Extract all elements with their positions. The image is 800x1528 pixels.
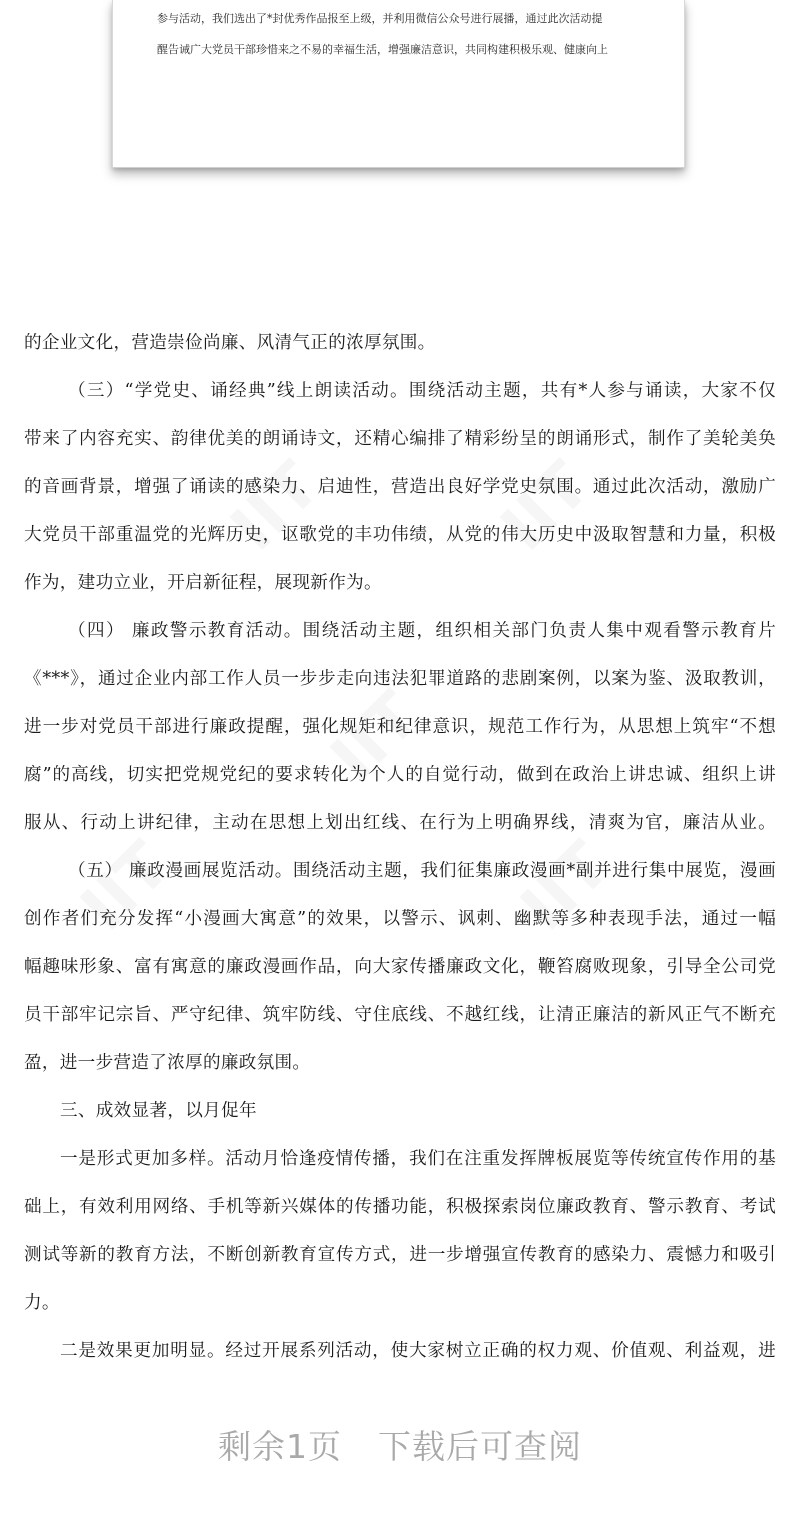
text-line: 腐”的高线，切实把党规党纪的要求转化为个人的自觉行动，做到在政治上讲忠诚、组织上讲 [24, 765, 776, 785]
text-line: 的企业文化，营造崇俭尚廉、风清气正的浓厚氛围。 [24, 333, 436, 353]
text-line: 的音画背景，增强了诵读的感染力、启迪性，营造出良好学党史氛围。通过此次活动，激励广 [24, 477, 776, 497]
text-line: 力。 [24, 1293, 60, 1313]
text-line: （四） 廉政警示教育活动。围绕活动主题，组织相关部门负责人集中观看警示教育片 [68, 621, 776, 641]
text-line: 盈，进一步营造了浓厚的廉政氛围。 [24, 1053, 311, 1073]
text-line: 础上，有效利用网络、手机等新兴媒体的传播功能，积极探索岗位廉政教育、警示教育、考试 [24, 1197, 776, 1217]
text-line: 带来了内容充实、韵律优美的朗诵诗文，还精心编排了精彩纷呈的朗诵形式，制作了美轮美奂 [24, 429, 776, 449]
text-line: （五） 廉政漫画展览活动。围绕活动主题，我们征集廉政漫画*副并进行集中展览，漫画 [68, 861, 776, 881]
text-line: 作为，建功立业，开启新征程，展现新作为。 [24, 573, 382, 593]
text-line: 进一步对党员干部进行廉政提醒，强化规矩和纪律意识，规范工作行为，从思想上筑牢“不想 [24, 717, 776, 737]
text-line: 测试等新的教育方法，不断创新教育宣传方式，进一步增强宣传教育的感染力、震憾力和吸引 [24, 1245, 776, 1265]
text-line: 一是形式更加多样。活动月恰逢疫情传播，我们在注重发挥牌板展览等传统宣传作用的基 [60, 1149, 776, 1169]
download-to-view-text: 下载后可查阅 [378, 1427, 582, 1466]
card-text-line-1: 参与活动，我们选出了*封优秀作品报至上级，并利用微信公众号进行展播，通过此次活动提 [157, 12, 603, 25]
watermark-logo [487, 449, 604, 566]
card-text-line-2: 醒告诫广大党员干部珍惜来之不易的幸福生活，增强廉洁意识，共同构建积极乐观、健康向上 [157, 43, 608, 56]
text-line: 员干部牢记宗旨、严守纪律、筑牢防线、守住底线、不越红线，让清正廉洁的新风正气不断充 [24, 1005, 776, 1025]
text-line: （三）“学党史、诵经典”线上朗读活动。围绕活动主题，共有*人参与诵读，大家不仅 [68, 381, 776, 401]
text-line: 《***》，通过企业内部工作人员一步步走向违法犯罪道路的悲剧案例，以案为鉴、汲取教训， [24, 669, 776, 689]
download-prompt[interactable] [0, 1425, 800, 1469]
text-line: 服从、行动上讲纪律，主动在思想上划出红线、在行为上明确界线，清爽为官，廉洁从业。 [24, 813, 776, 833]
text-line: 幅趣味形象、富有寓意的廉政漫画作品，向大家传播廉政文化，鞭笞腐败现象，引导全公司党 [24, 957, 776, 977]
previous-page-card [112, 0, 685, 168]
text-line: 大党员干部重温党的光辉历史，讴歌党的丰功伟绩，从党的伟大历史中汲取智慧和力量，积极 [24, 525, 776, 545]
text-line: 创作者们充分发挥“小漫画大寓意”的效果，以警示、讽刺、幽默等多种表现手法，通过一幅 [24, 909, 776, 929]
section-heading: 三、成效显著，以月促年 [60, 1101, 257, 1121]
remaining-pages-text: 剩余1页 [218, 1427, 342, 1466]
watermark-logo [217, 449, 334, 566]
text-line: 二是效果更加明显。经过开展系列活动，使大家树立正确的权力观、价值观、利益观，进 [60, 1341, 776, 1361]
